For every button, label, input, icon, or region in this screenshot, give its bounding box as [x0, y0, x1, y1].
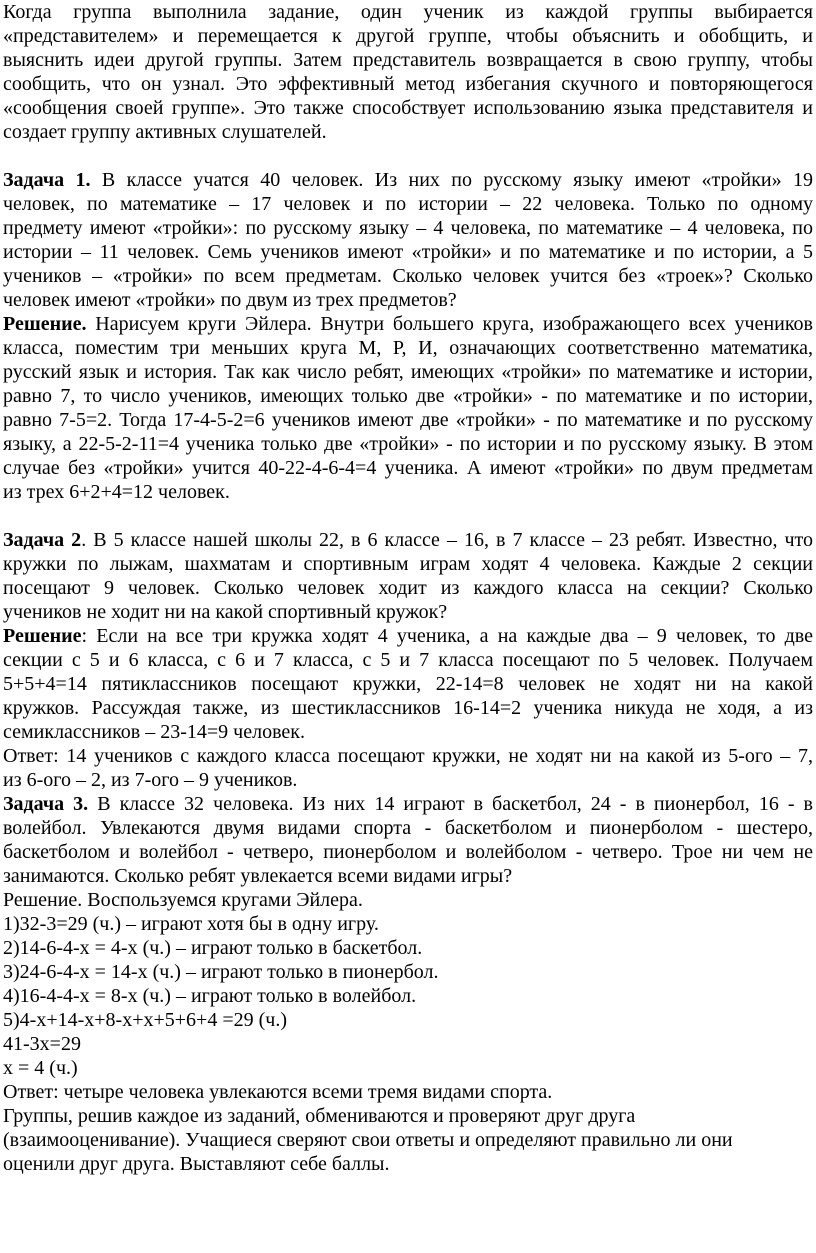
task2-line: кружки по лыжам, шахматам и спортивным играм ходят 4 человека. Каждые 2 секции: [3, 553, 813, 575]
task2-first-line: [3, 528, 813, 552]
task1-first-line: [3, 168, 813, 192]
task2-answer-line: Ответ: 14 учеников с каждого класса посещают кружки, не ходят ни на какой из 5-ого – 7,: [3, 745, 813, 767]
task1-solution-line: языку, а 22-5-2-11=4 ученика только две «тройки» - по истории и по русскому языку. В этом: [3, 433, 813, 455]
task1-text: В классе учатся 40 человек. Из них по русскому языку имеют «тройки» 19: [90, 169, 813, 191]
task2-text: . В 5 классе нашей школы 22, в 6 классе – 16, в 7 классе – 23 ребят. Известно, что: [81, 529, 813, 551]
task2-solution-line: 5+5+4=14 пятиклассников посещают кружки, 22-14=8 человек не ходят ни на какой: [3, 673, 813, 695]
task3-solution-line: 5)4-х+14-х+8-х+х+5+6+4 =29 (ч.): [3, 1009, 287, 1031]
task1-solution-line: из трех 6+2+4=12 человек.: [3, 481, 230, 503]
task2-solution-line: семиклассников – 23-14=9 человек.: [3, 721, 306, 743]
task1-solution-label: Решение.: [3, 313, 87, 335]
task3-line: занимаются. Сколько ребят увлекается всеми видами игры?: [3, 865, 513, 887]
task2-solution-label: Решение: [3, 625, 82, 647]
task2-solution-line: секции с 5 и 6 класса, с 6 и 7 класса, с 5 и 7 класса посещают по 5 человек. Получаем: [3, 649, 813, 671]
task2-label: Задача 2: [3, 529, 82, 551]
task3-solution-line: 2)14-6-4-х = 4-х (ч.) – играют только в баскетбол.: [3, 937, 423, 959]
task1-line: предмету имеют «тройки»: по русскому языку – 4 человека, по математике – 4 человека, по: [3, 217, 813, 239]
task3-text: В классе 32 человека. Из них 14 играют в баскетбол, 24 - в пионербол, 16 - в: [88, 793, 813, 815]
task1-solution-line: русский язык и история. Так как число ребят, имеющих «тройки» по математике и истории,: [3, 361, 813, 383]
intro-line: выяснить идеи другой группы. Затем представитель возвращается в свою группу, чтобы: [3, 49, 813, 71]
task3-solution-line: 1)32-3=29 (ч.) – играют хотя бы в одну игру.: [3, 913, 379, 935]
task3-solution-line: Решение. Воспользуемся кругами Эйлера.: [3, 889, 363, 911]
intro-line: «представителем» и перемещается к другой группе, чтобы объяснить и обобщить, и: [3, 25, 813, 47]
task3-solution-line: 41-3х=29: [3, 1033, 81, 1055]
task1-line: истории – 11 человек. Семь учеников имеют «тройки» и по математике и по истории, а 5: [3, 241, 813, 263]
task2-line: посещают 9 человек. Сколько человек ходит из каждого класса на секции? Сколько: [3, 577, 813, 599]
task3-answer-line: Ответ: четыре человека увлекаются всеми тремя видами спорта.: [3, 1081, 553, 1103]
task1-solution-line: случае без «тройки» учится 40-22-4-6-4=4 ученика. А имеют «тройки» по двум предметам: [3, 457, 813, 479]
task1-line: учеников – «тройки» по всем предметам. Сколько человек учится без «троек»? Сколько: [3, 265, 813, 287]
intro-line: сообщить, что он узнал. Это эффективный метод избегания скучного и повторяющегося: [3, 73, 813, 95]
closing-line: оценили друг друга. Выставляют себе баллы.: [3, 1153, 390, 1175]
task1-solution-line: равно 7, то число учеников, имеющих только две «тройки» - по математике и по истории,: [3, 385, 813, 407]
task1-line: человек, по математике – 17 человек и по истории – 22 человека. Только по одному: [3, 193, 813, 215]
task3-label: Задача 3.: [3, 793, 89, 815]
task3-solution-line: х = 4 (ч.): [3, 1057, 78, 1079]
task2-answer-line: из 6-ого – 2, из 7-ого – 9 учеников.: [3, 769, 298, 791]
task2-solution-line: кружков. Рассуждая также, из шестиклассников 16-14=2 ученика никуда не ходя, а из: [3, 697, 813, 719]
task3-solution-line: 4)16-4-4-х = 8-х (ч.) – играют только в волейбол.: [3, 985, 417, 1007]
task2-solution-text: : Если на все три кружка ходят 4 ученика, а на каждые два – 9 человек, то две: [81, 625, 813, 647]
intro-line: «сообщения своей группе». Это также способствует использованию языка представителя и: [3, 97, 813, 119]
task3-line: волейбол. Увлекаются двумя видами спорта - баскетболом и пионерболом - шестеро,: [3, 817, 813, 839]
task3-solution-line: 3)24-6-4-х = 14-х (ч.) – играют только в пионербол.: [3, 961, 439, 983]
task1-solution-first-line: [3, 312, 813, 336]
task3-line: баскетболом и волейбол - четверо, пионерболом и волейболом - четверо. Трое ни чем не: [3, 841, 813, 863]
intro-line: Когда группа выполнила задание, один ученик из каждой группы выбирается: [3, 1, 813, 23]
task1-solution-line: равно 7-5=2. Тогда 17-4-5-2=6 учеников имеют две «тройки» - по математике и по русскому: [3, 409, 813, 431]
task1-line: человек имеют «тройки» по двум из трех предметов?: [3, 289, 457, 311]
task2-solution-first-line: [3, 624, 813, 648]
task1-solution-line: класса, поместим три меньших круга М, Р, И, означающих соответственно математика,: [3, 337, 813, 359]
closing-line: (взаимооценивание). Учащиеся сверяют свои ответы и определяют правильно ли они: [3, 1129, 733, 1151]
task2-line: учеников не ходит ни на какой спортивный кружок?: [3, 601, 448, 623]
task3-first-line: [3, 792, 813, 816]
intro-line: создает группу активных слушателей.: [3, 121, 327, 143]
task1-label: Задача 1.: [3, 169, 91, 191]
task1-solution-text: Нарисуем круги Эйлера. Внутри большего круга, изображающего всех учеников: [86, 313, 813, 335]
closing-line: Группы, решив каждое из заданий, обмениваются и проверяют друг друга: [3, 1105, 636, 1127]
